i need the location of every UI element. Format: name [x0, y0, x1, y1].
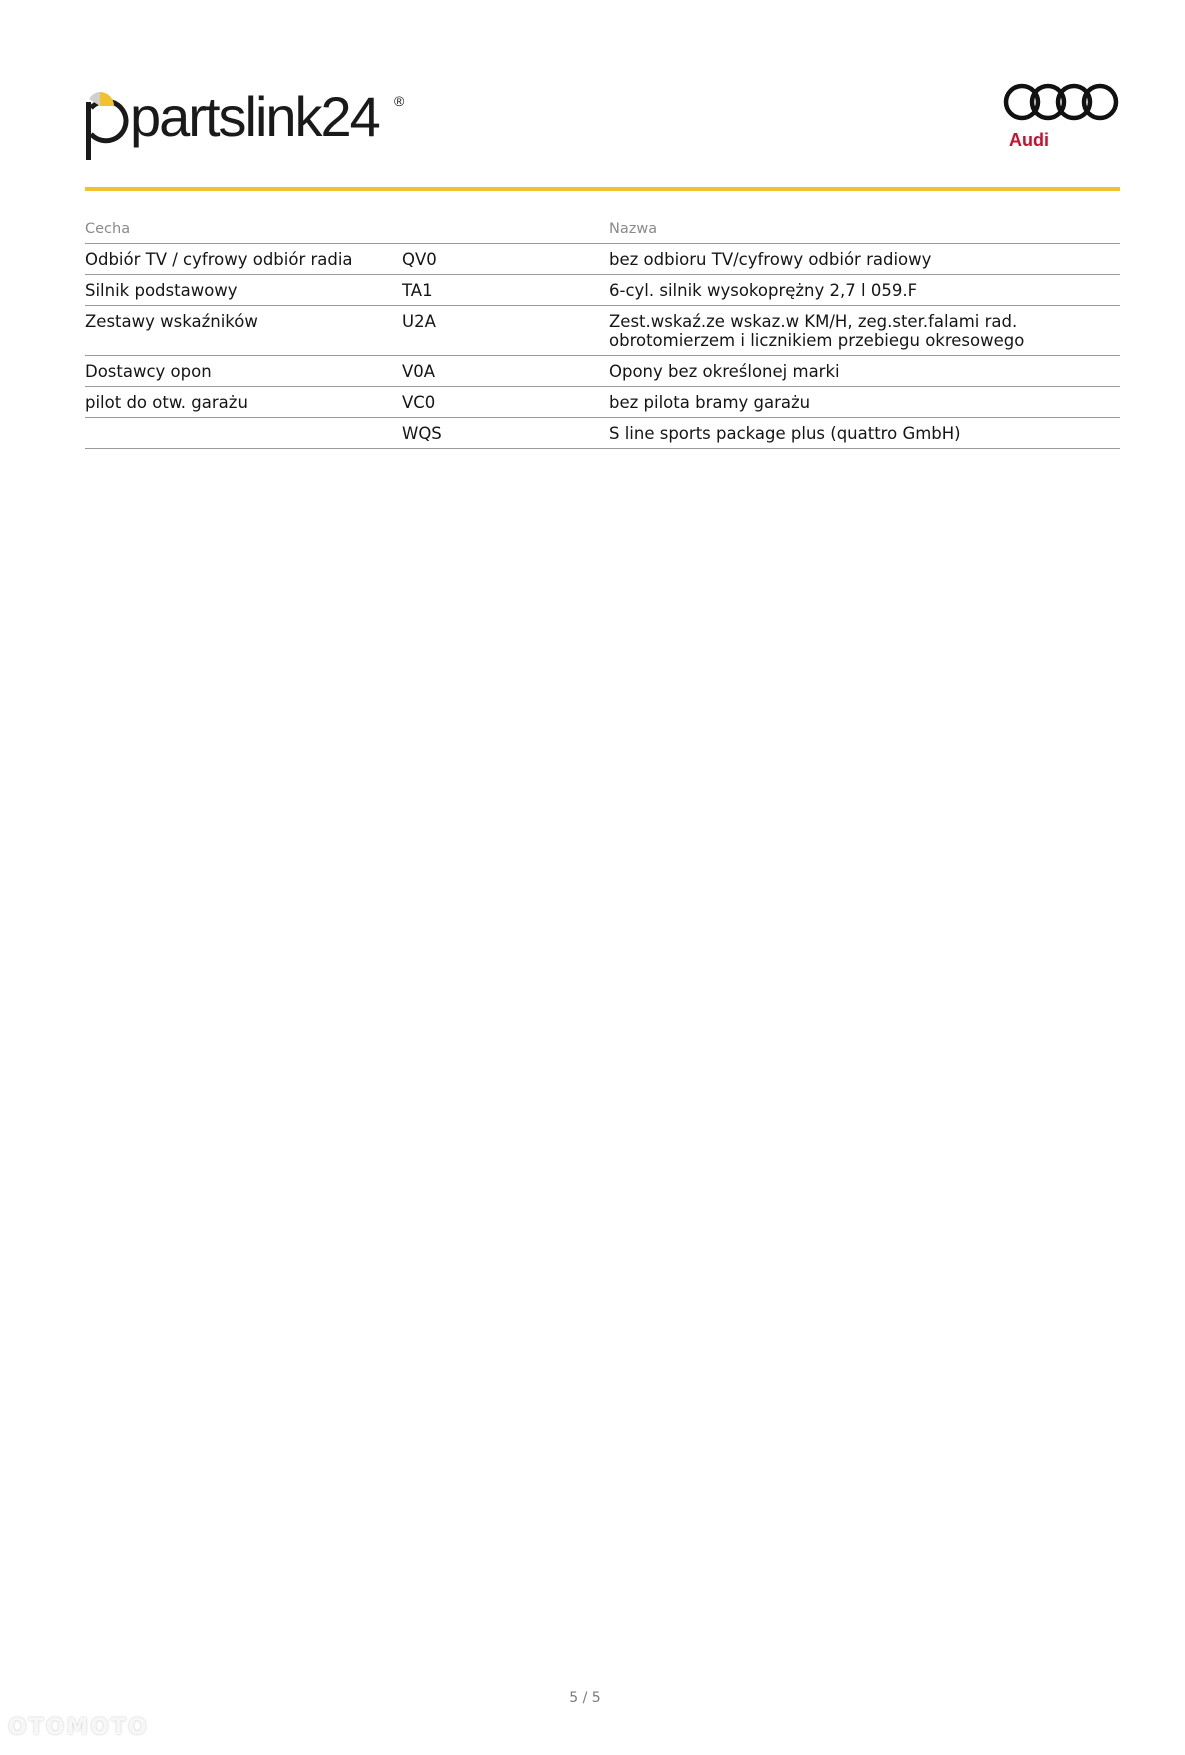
cell-code: WQS — [402, 418, 609, 449]
table-header-row — [85, 212, 1120, 244]
table-row — [85, 275, 1120, 306]
cell-name-line: 6-cyl. silnik wysokoprężny 2,7 l 059.F — [609, 281, 918, 300]
header-code — [402, 212, 609, 244]
header-feature: Cecha — [85, 212, 402, 244]
cell-feature: pilot do otw. garażu — [85, 387, 402, 418]
cell-name — [609, 275, 1120, 306]
audi-logo-text: Audi — [1009, 130, 1049, 150]
table-row — [85, 418, 1120, 449]
cell-name — [609, 418, 1120, 449]
cell-name-line: S line sports package plus (quattro GmbH) — [609, 424, 961, 443]
cell-code: QV0 — [402, 244, 609, 275]
cell-feature: Odbiór TV / cyfrowy odbiór radia — [85, 244, 402, 275]
cell-name — [609, 306, 1120, 356]
cell-name-line: Opony bez określonej marki — [609, 362, 840, 381]
cell-name-line: bez pilota bramy garażu — [609, 393, 811, 412]
cell-name-line: Zest.wskaź.ze wskaz.w KM/H, zeg.ster.falami rad. — [609, 312, 1018, 331]
feature-table — [85, 212, 1120, 449]
table-row — [85, 306, 1120, 356]
table-row — [85, 387, 1120, 418]
cell-feature: Silnik podstawowy — [85, 275, 402, 306]
cell-code: V0A — [402, 356, 609, 387]
watermark-text: OTOMOTO — [8, 1715, 149, 1740]
cell-name-line: obrotomierzem i licznikiem przebiegu okresowego — [609, 331, 1025, 350]
page-number: 5 / 5 — [569, 1690, 601, 1706]
header-divider — [85, 187, 1120, 191]
cell-name-line: bez odbioru TV/cyfrowy odbiór radiowy — [609, 250, 932, 269]
cell-code: TA1 — [402, 275, 609, 306]
registered-mark: ® — [394, 93, 405, 109]
partslink24-logo-icon — [84, 86, 414, 162]
cell-code: U2A — [402, 306, 609, 356]
cell-name — [609, 387, 1120, 418]
cell-name — [609, 244, 1120, 275]
partslink-logo-text: partslink24 — [130, 86, 379, 148]
cell-feature: Zestawy wskaźników — [85, 306, 402, 356]
cell-feature: Dostawcy opon — [85, 356, 402, 387]
table-row — [85, 244, 1120, 275]
table-body — [85, 244, 1120, 449]
cell-name — [609, 356, 1120, 387]
cell-code: VC0 — [402, 387, 609, 418]
header-name: Nazwa — [609, 212, 1120, 244]
table-row — [85, 356, 1120, 387]
cell-feature — [85, 418, 402, 449]
audi-rings-logo-icon — [1003, 80, 1123, 150]
